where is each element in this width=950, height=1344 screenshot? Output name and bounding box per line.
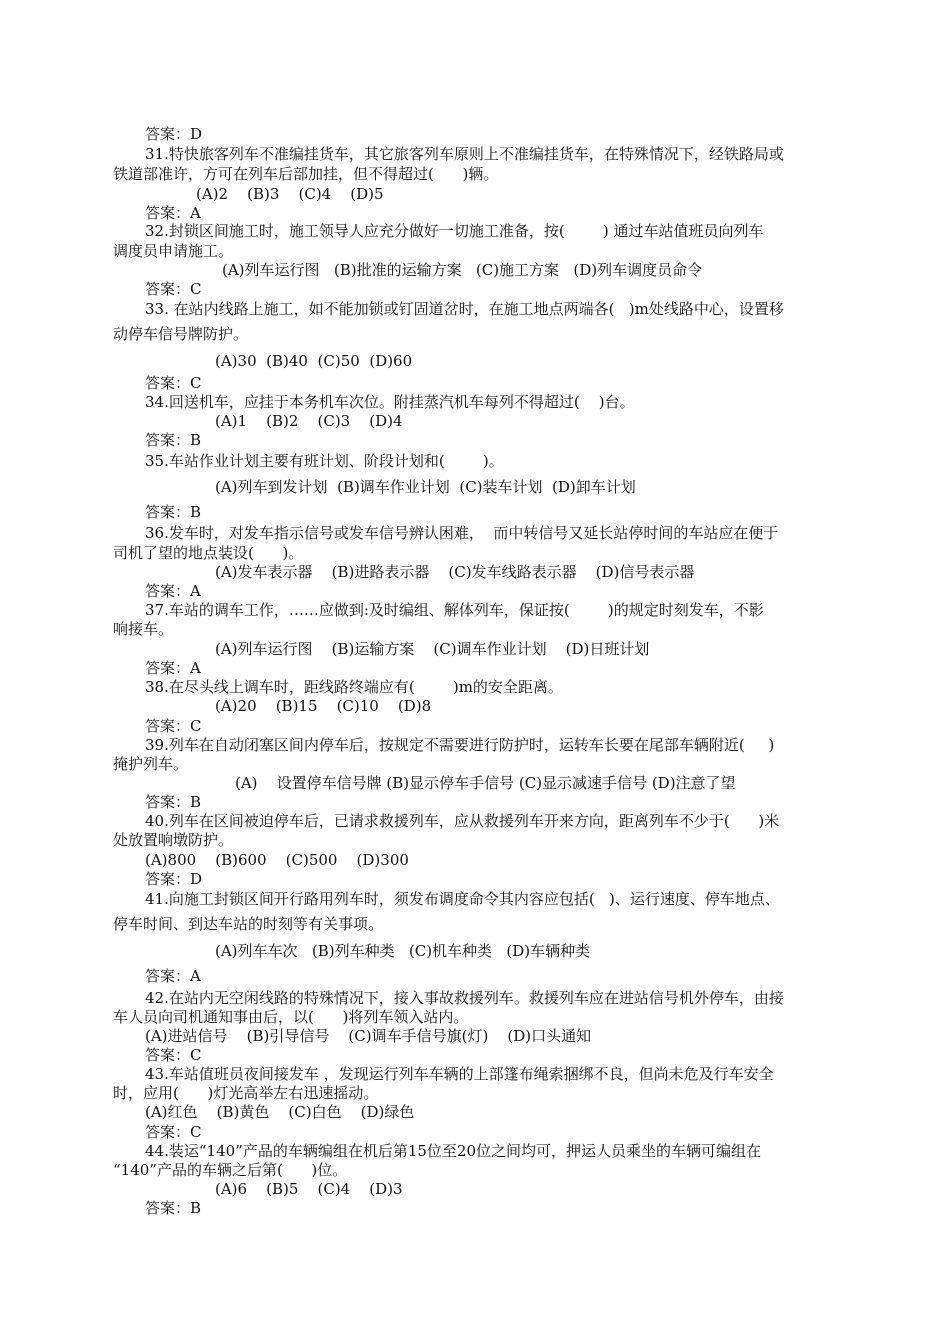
question-34-options: (A)1 (B)2 (C)3 (D)4 xyxy=(215,412,403,430)
answer-line: 答案：B xyxy=(145,431,202,449)
question-41-options: (A)列车车次 (B)列车种类 (C)机车种类 (D)车辆种类 xyxy=(215,942,591,960)
question-37-line: 37.车站的调车工作，……应做到:及时编组、解体列车，保证按( )的规定时刻发车，不影 xyxy=(145,601,764,619)
question-44-options: (A)6 (B)5 (C)4 (D)3 xyxy=(215,1180,403,1198)
question-40-options: (A)800 (B)600 (C)500 (D)300 xyxy=(145,851,409,869)
question-31-options: (A)2 (B)3 (C)4 (D)5 xyxy=(196,185,384,203)
answer-line: 答案：A xyxy=(145,582,201,600)
question-32-options: (A)列车运行图 (B)批准的运输方案 (C)施工方案 (D)列车调度员命令 xyxy=(222,261,703,279)
question-40-line: 处放置响墩防护。 xyxy=(113,831,234,849)
question-31-line: 铁道部准许，方可在列车后部加挂，但不得超过( )辆。 xyxy=(113,165,499,183)
question-41-line: 停车时间、到达车站的时刻等有关事项。 xyxy=(113,915,384,933)
answer-line: 答案：C xyxy=(145,1123,202,1141)
answer-line: 答案：C xyxy=(145,280,202,298)
answer-line: 答案：A xyxy=(145,659,201,677)
question-33-options: (A)30 (B)40 (C)50 (D)60 xyxy=(215,352,413,370)
question-42-line: 42.在站内无空闲线路的特殊情况下，接入事故救援列车。救援列车应在进站信号机外停车，由接 xyxy=(145,989,784,1007)
answer-line: 答案：B xyxy=(145,503,202,521)
question-33-line: 动停车信号牌防护。 xyxy=(113,325,249,343)
question-38-options: (A)20 (B)15 (C)10 (D)8 xyxy=(215,697,432,715)
question-34-line: 34.回送机车，应挂于本务机车次位。附挂蒸汽机车每列不得超过( )台。 xyxy=(145,393,635,411)
answer-line: 答案：C xyxy=(145,1046,202,1064)
question-42-options: (A)进站信号 (B)引导信号 (C)调车手信号旗(灯) (D)口头通知 xyxy=(145,1027,592,1045)
question-43-line: 43.车站值班员夜间接发车 ，发现运行列车车辆的上部篷布绳索捆绑不良，但尚未危及行车安全 xyxy=(145,1065,774,1083)
answer-line: 答案：B xyxy=(145,793,202,811)
question-42-line: 车人员向司机通知事由后，以( )将列车领入站内。 xyxy=(113,1008,469,1026)
question-32-line: 32.封锁区间施工时，施工领导人应充分做好一切施工准备，按( ) 通过车站值班员向列车 xyxy=(145,222,764,240)
question-39-options: (A) 设置停车信号牌 (B)显示停车手信号 (C)显示减速手信号 (D)注意了望 xyxy=(235,774,736,792)
question-37-line: 响接车。 xyxy=(113,620,174,638)
question-41-line: 41.向施工封锁区间开行路用列车时，须发布调度命令其内容应包括( )、运行速度、停车地点、 xyxy=(145,890,780,908)
question-40-line: 40.列车在区间被迫停车后，已请求救援列车，应从救援列车开来方向，距离列车不少于( )米 xyxy=(145,812,780,830)
answer-line: 答案：A xyxy=(145,967,201,985)
question-31-line: 31.特快旅客列车不准编挂货车，其它旅客列车原则上不准编挂货车，在特殊情况下，经铁路局或 xyxy=(145,145,784,163)
question-32-line: 调度员申请施工。 xyxy=(113,242,234,260)
question-35-line: 35.车站作业计划主要有班计划、阶段计划和( )。 xyxy=(145,452,504,470)
answer-line: 答案：C xyxy=(145,717,202,735)
question-35-options: (A)列车到发计划 (B)调车作业计划 (C)装车计划 (D)卸车计划 xyxy=(215,478,636,496)
question-44-line: 44.装运“140”产品的车辆编组在机后第15位至20位之间均可，押运人员乘坐的车辆可编组在 xyxy=(145,1142,761,1160)
question-33-line: 33. 在站内线路上施工，如不能加锁或钉固道岔时，在施工地点两端各( )m处线路中心，设置移 xyxy=(145,300,784,318)
question-44-line: “140”产品的车辆之后第( )位。 xyxy=(113,1161,348,1179)
question-43-line: 时，应用( )灯光高举左右迅速摇动。 xyxy=(113,1084,379,1102)
question-36-line: 司机了望的地点装设( )。 xyxy=(113,544,304,562)
question-39-line: 39.列车在自动闭塞区间内停车后，按规定不需要进行防护时，运转车长要在尾部车辆附近( ) xyxy=(145,736,775,754)
answer-line: 答案：D xyxy=(145,870,203,888)
answer-line: 答案：B xyxy=(145,1199,202,1217)
question-43-options: (A)红色 (B)黄色 (C)白色 (D)绿色 xyxy=(145,1103,415,1121)
answer-line: 答案：A xyxy=(145,204,201,222)
question-37-options: (A)列车运行图 (B)运输方案 (C)调车作业计划 (D)日班计划 xyxy=(215,640,650,658)
answer-line: 答案：D xyxy=(145,125,203,143)
answer-line: 答案：C xyxy=(145,374,202,392)
question-38-line: 38.在尽头线上调车时，距线路终端应有( )m的安全距离。 xyxy=(145,678,563,696)
question-36-line: 36.发车时，对发车指示信号或发车信号辨认困难， 而中转信号又延长站停时间的车站应在便于 xyxy=(145,524,779,542)
question-36-options: (A)发车表示器 (B)进路表示器 (C)发车线路表示器 (D)信号表示器 xyxy=(215,563,695,581)
question-39-line: 掩护列车。 xyxy=(113,755,189,773)
